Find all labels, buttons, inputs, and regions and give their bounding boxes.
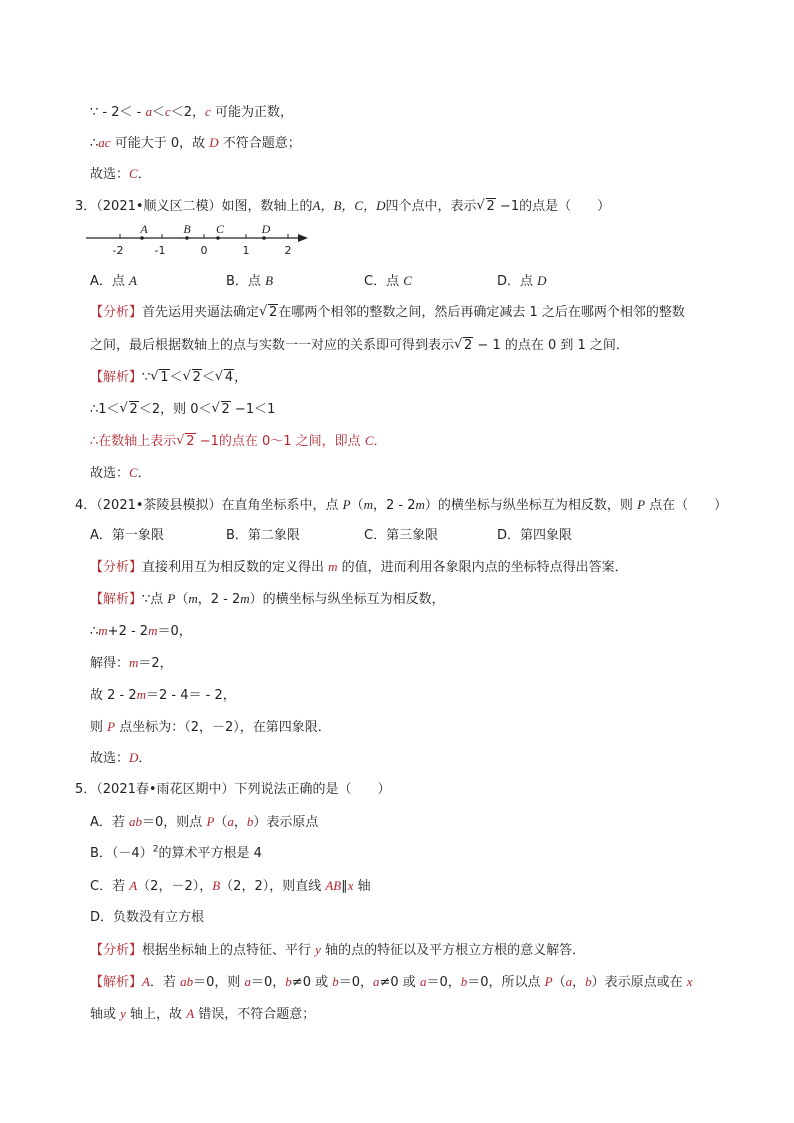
analysis-q4: 【分析】直接利用互为相反数的定义得出 m 的值，进而利用各象限内点的坐标特点得出答案． <box>90 559 628 575</box>
point-a <box>140 236 144 240</box>
analysis-q3-line-2: 之间，最后根据数轴上的点与实数一一对应的关系即可得到表示√ 2 − 1 的点在 0 到 1 之间． <box>90 337 629 355</box>
solution-q4-line-5: 则 P 点坐标为：（2，－2），在第四象限． <box>90 719 331 735</box>
option-d: D．点 D <box>497 273 547 289</box>
point-label: C <box>215 224 225 236</box>
solution-q4-line-2: ∴m+2 - 2m＝0， <box>90 623 192 639</box>
answer-q3: 故选：C． <box>90 465 151 481</box>
answer-q4: 故选：D． <box>90 750 152 766</box>
analysis-q5: 【分析】根据坐标轴上的点特征、平行 y 轴的点的特征以及平方根立方根的意义解答． <box>90 942 586 958</box>
tick-label: 1 <box>242 244 250 257</box>
option-b: B．第二象限 <box>226 528 300 543</box>
solution-q3-line-2: ∴1＜√ 2＜2，则 0＜√ 2 −1＜1 <box>90 401 275 419</box>
option-a: A．若 ab＝0，则点 P（a，b）表示原点 <box>90 814 319 830</box>
point-label: D <box>261 224 271 236</box>
tick-label: -1 <box>154 244 166 257</box>
tick-label: 2 <box>284 244 292 257</box>
solution-q4-line-4: 故 2 - 2m＝2 - 4＝ - 2， <box>90 687 236 703</box>
question-3: 3．（2021•顺义区二模）如图，数轴上的A，B，C，D四个点中，表示√ 2 −1的点是（ ） <box>75 197 610 216</box>
solution-q3-line-3: ∴在数轴上表示√ 2 −1的点在 0～1 之间，即点 C． <box>90 432 387 451</box>
question-4: 4．（2021•茶陵县模拟）在直角坐标系中，点 P（m，2 - 2m）的横坐标与纵坐标互为相反数，则 P 点在（ ） <box>75 497 728 513</box>
question-5: 5．（2021春•雨花区期中）下列说法正确的是（ ） <box>75 782 391 797</box>
option-c: C．若 A（2，－2），B（2，2），则直线 AB∥x 轴 <box>90 878 371 894</box>
solution-q5-line-2: 轴或 y 轴上，故 A 错误，不符合题意； <box>90 1006 316 1022</box>
point-label: A <box>140 224 148 236</box>
option-b: B．点 B <box>226 273 274 289</box>
tick-label: 0 <box>200 244 208 257</box>
solution-line-1: ∵ - 2＜ - a＜c＜2，c 可能为正数， <box>90 104 293 120</box>
solution-q5-line-1: 【解析】A．若 ab＝0，则 a＝0，b≠0 或 b＝0，a≠0 或 a＝0，b＝0，所以点 P（a，b）表示原点或在 x <box>90 974 693 990</box>
solution-line-2: ∴ac 可能大于 0，故 D 不符合题意； <box>90 135 301 151</box>
option-c: C．点 C <box>364 273 412 289</box>
option-a: A．点 A <box>90 273 137 289</box>
solution-q4-line-3: 解得：m＝2， <box>90 655 173 671</box>
point-label: B <box>183 224 191 236</box>
option-c: C．第三象限 <box>364 528 439 543</box>
point-b <box>185 236 189 240</box>
arrow-icon <box>298 234 308 242</box>
answer-line: 故选：C． <box>90 166 151 182</box>
option-b: B．$(-4)^2$的算术平方根是 4 <box>90 844 262 861</box>
point-c <box>216 236 220 240</box>
tick-label: -2 <box>112 244 124 257</box>
option-d: D．第四象限 <box>497 528 573 543</box>
solution-q3-line-1: 【解析】∵√ 1＜√ 2＜√ 4， <box>90 369 247 387</box>
solution-q4-line-1: 【解析】∵点 P（m，2 - 2m）的横坐标与纵坐标互为相反数， <box>90 591 445 607</box>
option-a: A．第一象限 <box>90 528 164 543</box>
analysis-q3-line-1: 【分析】首先运用夹逼法确定√ 2在哪两个相邻的整数之间，然后再确定减去 1 之后在哪两个相邻的整数 <box>90 304 685 322</box>
point-d <box>262 236 266 240</box>
option-d: D．负数没有立方根 <box>90 910 205 925</box>
number-line <box>86 224 316 262</box>
